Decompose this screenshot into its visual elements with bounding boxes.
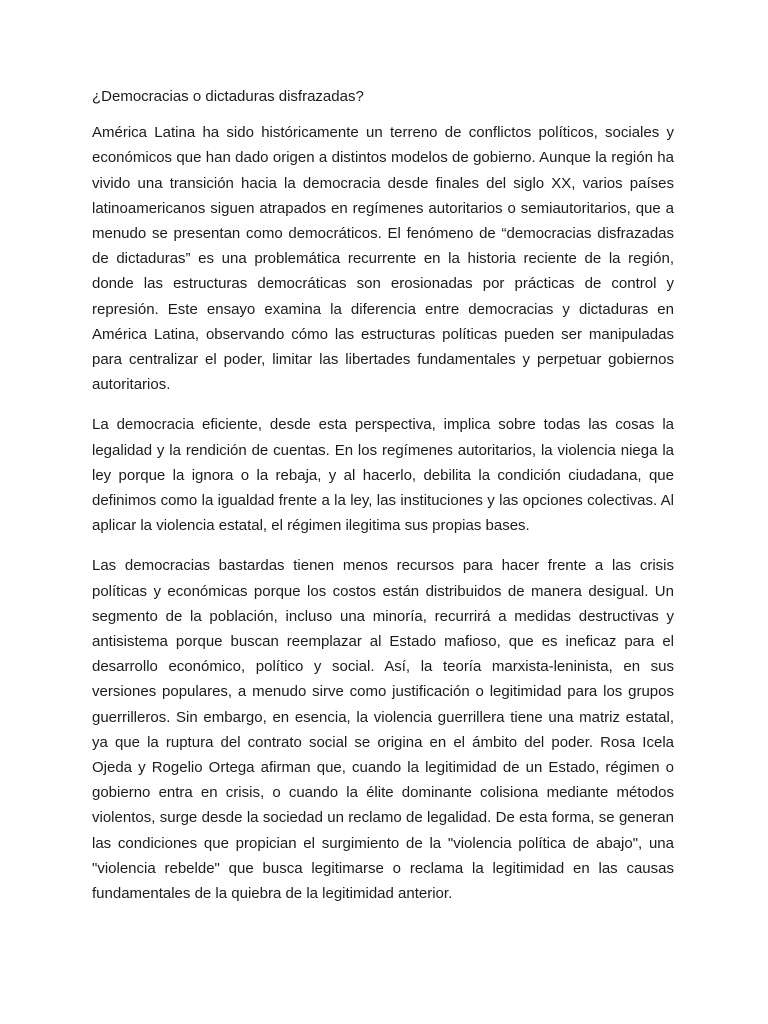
document-title: ¿Democracias o dictaduras disfrazadas? bbox=[92, 88, 364, 105]
paragraph-bastard-democracies: Las democracias bastardas tienen menos recursos para hacer frente a las crisis políticas y económicas porque los costos están distribuidos de manera desigual. Un segmento de la población, incluso una minoría, recurrirá a medidas destructivas y antisistema porque buscan reemplazar al Estado mafioso, que es ineficaz para el desarrollo económico, político y social. Así, la teoría marxista-leninista, en sus versiones populares, a menudo sirve como justificación o legitimidad para los grupos guerrilleros. Sin embargo, en esencia, la violencia guerrillera tiene una matriz estatal, ya que la ruptura del contrato social se origina en el ámbito del poder. Rosa Icela Ojeda y Rogelio Ortega afirman que, cuando la legitimidad de un Estado, régimen o gobierno entra en crisis, o cuando la élite dominante colisiona mediante métodos violentos, surge desde la sociedad un reclamo de legalidad. De esta forma, se generan las condiciones que propician el surgimiento de la "violencia política de abajo", una "violencia rebelde" que busca legitimarse o reclama la legitimidad en las causas fundamentales de la quiebra de la legitimidad anterior. bbox=[92, 557, 674, 903]
paragraph-intro: América Latina ha sido históricamente un terreno de conflictos políticos, sociales y económicos que han dado origen a distintos modelos de gobierno. Aunque la región ha vivido una transición hacia la democracia desde finales del siglo XX, varios países latinoamericanos siguen atrapados en regímenes autoritarios o semiautoritarios, que a menudo se presentan como democráticos. El fenómeno de “democracias disfrazadas de dictaduras” es una problemática recurrente en la historia reciente de la región, donde las estructuras democráticas son erosionadas por prácticas de control y represión. Este ensayo examina la diferencia entre democracias y dictaduras en América Latina, observando cómo las estructuras políticas pueden ser manipuladas para centralizar el poder, limitar las libertades fundamentales y perpetuar gobiernos autoritarios. bbox=[92, 124, 674, 394]
document-page bbox=[92, 84, 674, 921]
paragraph-democracy: La democracia eficiente, desde esta perspectiva, implica sobre todas las cosas la legalidad y la rendición de cuentas. En los regímenes autoritarios, la violencia niega la ley porque la ignora o la rebaja, y al hacerlo, debilita la condición ciudadana, que definimos como la igualdad frente a la ley, las instituciones y las opciones colectivas. Al aplicar la violencia estatal, el régimen ilegitima sus propias bases. bbox=[92, 416, 674, 535]
